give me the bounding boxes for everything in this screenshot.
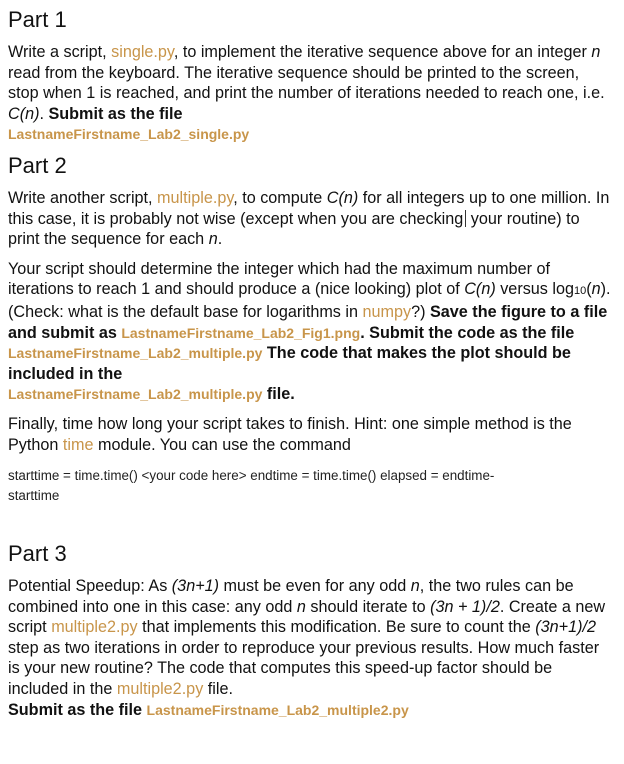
file-name: LastnameFirstname_Lab2_multiple.py bbox=[8, 345, 263, 362]
part2-paragraph-1 bbox=[8, 188, 612, 250]
text: module. You can use the command bbox=[93, 435, 351, 454]
text: . bbox=[217, 230, 223, 249]
text: should iterate to bbox=[305, 597, 431, 616]
var-n: n bbox=[410, 577, 420, 596]
submit-instruction: The code that makes the plot should be included in the bbox=[8, 344, 571, 383]
part2-paragraph-2 bbox=[8, 259, 612, 405]
part2-heading: Part 2 bbox=[8, 152, 67, 178]
submit-instruction: Save the figure to a file and submit as bbox=[8, 302, 608, 342]
script-name: single.py bbox=[111, 43, 174, 61]
part1-paragraph bbox=[8, 42, 612, 145]
var-n: n bbox=[591, 43, 601, 61]
var-n: n bbox=[296, 597, 306, 616]
var-cn: C(n) bbox=[326, 188, 359, 207]
text: your routine) to print the sequence for each bbox=[8, 209, 580, 249]
part3-heading: Part 3 bbox=[8, 541, 67, 567]
text: for all integers up to one million. In this case, it is probably not wise (except when you are checking bbox=[8, 188, 610, 228]
text: must be even for any odd bbox=[219, 577, 411, 596]
part3-paragraph bbox=[8, 576, 612, 720]
text: ?) bbox=[411, 302, 426, 321]
text: file. bbox=[203, 680, 233, 699]
file-name: LastnameFirstname_Lab2_Fig1.png bbox=[121, 324, 361, 341]
module-name: numpy bbox=[362, 302, 412, 321]
script-name: multiple.py bbox=[157, 188, 234, 207]
text: , to implement the iterative sequence above for an integer bbox=[173, 43, 592, 61]
text: Finally, time how long your script takes to finish. Hint: one simple method is the Python bbox=[8, 414, 572, 454]
text: Your script should determine the integer which had the maximum number of iterations to reach 1 and should produce a (nice looking) plot of bbox=[8, 259, 550, 299]
document-page bbox=[8, 0, 612, 720]
var-cn: C(n) bbox=[8, 104, 40, 123]
part2-paragraph-3 bbox=[8, 414, 612, 455]
text: that implements this modification. Be sure to count the bbox=[137, 618, 536, 637]
code-line: starttime = time.time() <your code here> endtime = time.time() elapsed = endtime-starttime bbox=[8, 468, 495, 504]
expression: (3n+1)/2 bbox=[535, 618, 597, 637]
text: . bbox=[39, 104, 49, 123]
var-cn: C(n) bbox=[464, 280, 496, 299]
text: ). (Check: what is the default base for logarithms in bbox=[8, 280, 611, 321]
expression: (3n+1) bbox=[171, 577, 220, 596]
log-base: 10 bbox=[574, 285, 587, 298]
submit-instruction: Submit as the file bbox=[8, 700, 143, 719]
submit-instruction: . Submit the code as the file bbox=[360, 323, 575, 342]
script-name: multiple2.py bbox=[116, 680, 204, 699]
var-n: n bbox=[591, 280, 601, 299]
file-name: LastnameFirstname_Lab2_multiple.py bbox=[8, 386, 263, 403]
submit-instruction: Submit as the file bbox=[48, 104, 183, 123]
text: Write another script, bbox=[8, 188, 158, 207]
script-name: multiple2.py bbox=[51, 618, 138, 637]
file-name: LastnameFirstname_Lab2_single.py bbox=[8, 126, 250, 143]
text: step as two iterations in order to reproduce your previous results. How much faster is your new routine? The code that computes this speed-up factor should be included in the bbox=[8, 638, 600, 699]
part1-heading: Part 1 bbox=[8, 7, 67, 32]
text: read from the keyboard. The iterative sequence should be printed to the screen, stop when 1 is reached, and print the number of iterations needed to reach one, i.e. bbox=[8, 63, 605, 103]
text: ( bbox=[586, 280, 592, 299]
text: , the two rules can be combined into one in this case: any odd bbox=[8, 577, 574, 616]
text: , to compute bbox=[233, 188, 327, 207]
expression: (3n + 1)/2 bbox=[430, 597, 500, 616]
text: Potential Speedup: As bbox=[8, 577, 172, 596]
file-name: LastnameFirstname_Lab2_multiple2.py bbox=[146, 701, 409, 718]
text: Write a script, bbox=[8, 43, 112, 61]
submit-instruction: file. bbox=[262, 385, 295, 404]
text: versus log bbox=[495, 280, 574, 299]
module-name: time bbox=[62, 435, 94, 454]
var-n: n bbox=[208, 230, 218, 249]
text: . Create a new script bbox=[8, 597, 606, 637]
